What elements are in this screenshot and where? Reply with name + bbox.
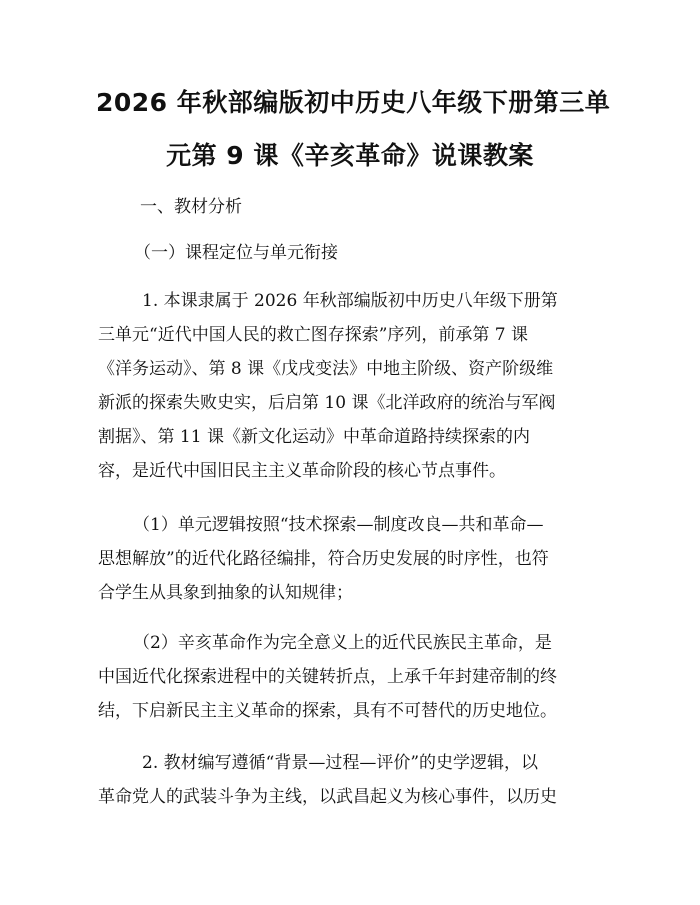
paragraph-line: 革命党人的武装斗争为主线，以武昌起义为核心事件，以历史 [98,787,557,807]
paragraph-line: 思想解放”的近代化路径编排，符合历史发展的时序性，也符 [98,549,549,569]
paragraph-line: （1）单元逻辑按照“技术探索—制度改良—共和革命— [133,515,544,535]
paragraph-line: 三单元“近代中国人民的救亡图存探索”序列，前承第 7 课 [98,325,529,345]
section-heading: 一、教材分析 [140,197,242,217]
paragraph-line: 中国近代化探索进程中的关键转折点，上承千年封建帝制的终 [98,667,557,687]
paragraph-line: 新派的探索失败史实，后启第 10 课《北洋政府的统治与军阀 [98,393,556,413]
paragraph-line: 割据》、第 11 课《新文化运动》中革命道路持续探索的内 [98,427,530,447]
paragraph-line: 容，是近代中国旧民主主义革命阶段的核心节点事件。 [98,461,506,481]
document-title-line-2: 元第 9 课《辛亥革命》说课教案 [166,141,534,170]
paragraph-line: （2）辛亥革命作为完全意义上的近代民族民主革命，是 [133,633,552,653]
document-title-line-1: 2026 年秋部编版初中历史八年级下册第三单 [96,88,611,117]
paragraph-line: 2. 教材编写遵循“背景—过程—评价”的史学逻辑，以 [142,753,539,773]
paragraph-line: 1. 本课隶属于 2026 年秋部编版初中历史八年级下册第 [142,291,558,311]
subsection-heading: （一）课程定位与单元衔接 [134,243,338,263]
paragraph-line: 《洋务运动》、第 8 课《戊戌变法》中地主阶级、资产阶级维 [98,359,554,379]
paragraph-line: 结，下启新民主主义革命的探索，具有不可替代的历史地位。 [98,701,557,721]
paragraph-line: 合学生从具象到抽象的认知规律； [98,583,353,603]
